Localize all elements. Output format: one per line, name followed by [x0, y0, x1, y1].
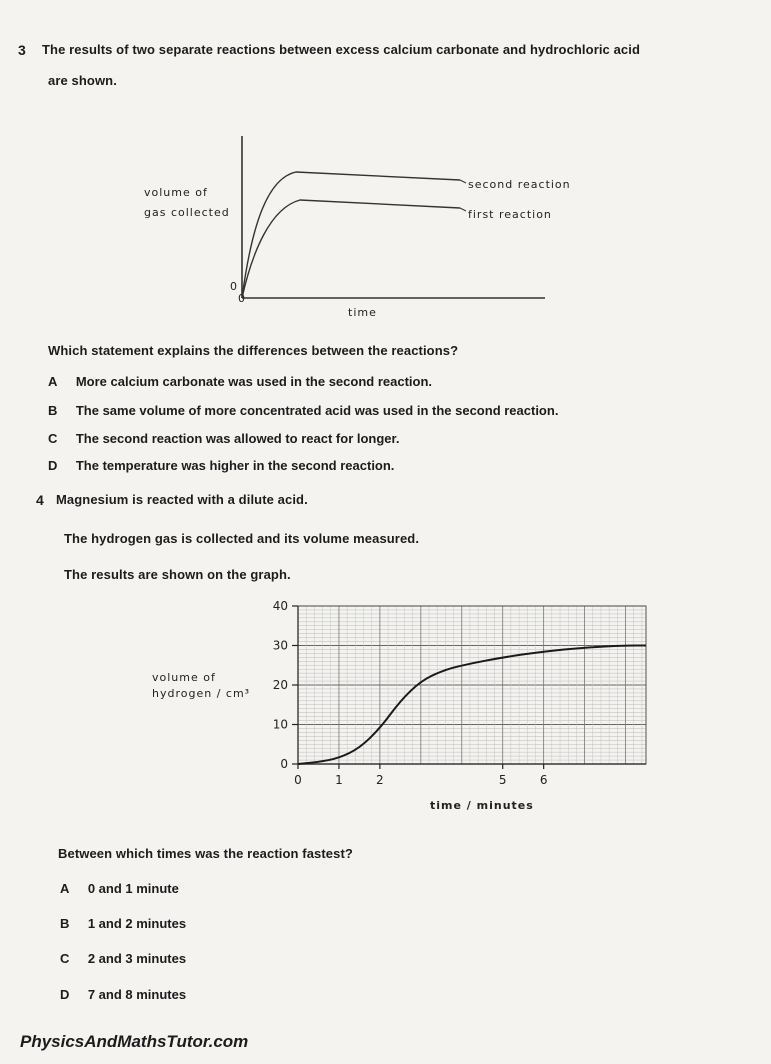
- q3-origin-x: 0: [238, 292, 246, 305]
- q4-option-b[interactable]: [60, 915, 186, 933]
- q3-intro-line2: are shown.: [48, 73, 117, 88]
- q4-option-c-letter: C: [60, 951, 70, 966]
- q4-option-c-text: 2 and 3 minutes: [87, 951, 187, 966]
- q4-chart: [250, 592, 660, 804]
- q3-option-b-letter: B: [48, 403, 58, 418]
- q4-option-d-text: 7 and 8 minutes: [87, 987, 187, 1002]
- q4-intro-line3: The results are shown on the graph.: [64, 567, 291, 582]
- q4-option-a-letter: A: [60, 881, 70, 896]
- q3-intro-line1: The results of two separate reactions between excess calcium carbonate and hydrochloric acid: [42, 42, 641, 57]
- q3-xlabel: time: [348, 306, 377, 319]
- q3-ylabel-line1: volume of: [144, 186, 208, 199]
- q3-option-d-letter: D: [48, 458, 58, 473]
- q3-origin-y: 0: [230, 280, 238, 293]
- chart-ylabel-line2: hydrogen / cm³: [152, 687, 251, 700]
- q3-number: 3: [18, 42, 26, 58]
- q3-curve-first-reaction: [242, 200, 460, 298]
- q3-option-a-text: More calcium carbonate was used in the second reaction.: [75, 374, 433, 389]
- y-tick-label: 0: [280, 757, 288, 771]
- x-tick-label: 1: [335, 773, 343, 787]
- q3-label-first-reaction: first reaction: [468, 208, 552, 221]
- q3-ylabel-line2: gas collected: [144, 206, 230, 219]
- q3-label-second-reaction: second reaction: [468, 178, 571, 191]
- q3-curve-second-reaction: [242, 172, 460, 298]
- footer-watermark: PhysicsAndMathsTutor.com: [20, 1032, 249, 1051]
- x-tick-label: 6: [539, 773, 548, 787]
- q3-option-d[interactable]: [48, 457, 394, 475]
- q3-option-c[interactable]: [48, 430, 399, 448]
- q4-number: 4: [36, 492, 44, 508]
- q4-question: Between which times was the reaction fastest?: [58, 846, 353, 861]
- y-tick-label: 20: [272, 678, 288, 692]
- chart-ylabel-line1: volume of: [152, 671, 216, 684]
- q3-option-b-text: The same volume of more concentrated acid was used in the second reaction.: [75, 403, 559, 418]
- q3-option-d-text: The temperature was higher in the second reaction.: [75, 458, 395, 473]
- q4-option-b-text: 1 and 2 minutes: [87, 916, 187, 931]
- x-tick-label: 2: [376, 773, 384, 787]
- q3-option-a[interactable]: [48, 373, 432, 391]
- q4-option-d-letter: D: [60, 987, 70, 1002]
- x-tick-label: 5: [498, 773, 507, 787]
- q3-sketch-graph: [140, 128, 580, 320]
- q3-option-a-letter: A: [48, 374, 58, 389]
- chart-xlabel: time / minutes: [430, 799, 534, 812]
- q4-intro-line1: Magnesium is reacted with a dilute acid.: [56, 492, 308, 507]
- q3-option-b[interactable]: [48, 402, 558, 420]
- y-tick-label: 10: [272, 717, 288, 732]
- q4-option-a-text: 0 and 1 minute: [87, 881, 179, 896]
- q3-option-c-text: The second reaction was allowed to react for longer.: [75, 431, 400, 446]
- q4-option-d[interactable]: [60, 986, 186, 1004]
- q4-intro-line2: The hydrogen gas is collected and its volume measured.: [64, 531, 420, 546]
- q3-option-c-letter: C: [48, 431, 58, 446]
- y-tick-label: 40: [272, 599, 288, 613]
- q3-question: Which statement explains the differences between the reactions?: [48, 343, 459, 358]
- y-tick-label: 30: [272, 638, 288, 653]
- x-tick-label: 0: [294, 773, 302, 787]
- q4-option-b-letter: B: [60, 916, 70, 931]
- q4-option-a[interactable]: [60, 880, 179, 898]
- q4-option-c[interactable]: [60, 950, 186, 968]
